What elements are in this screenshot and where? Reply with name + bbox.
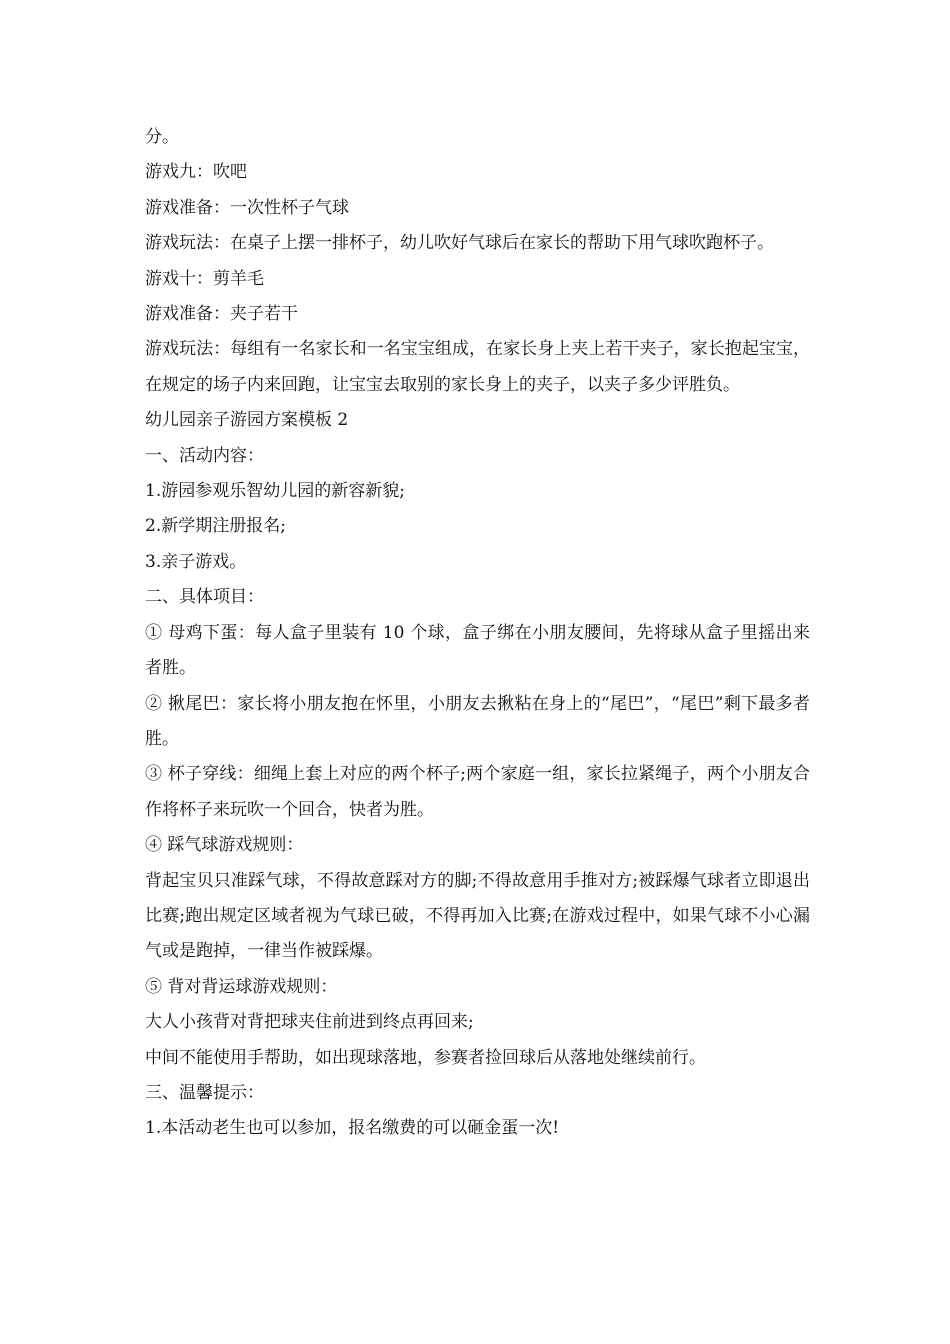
section-two-heading: 二、具体项目： bbox=[145, 587, 264, 608]
project-item-3: ③ 杯子穿线：细绳上套上对应的两个杯子;两个家庭一组，家长拉紧绳子，两个小朋友合作将杯子来玩吹一个回合，快者为胜。 bbox=[145, 764, 810, 820]
game-ten-rules: 游戏玩法：每组有一名家长和一名宝宝组成，在家长身上夹上若干夹子，家长抱起宝宝，在规定的场子内来回跑，让宝宝去取别的家长身上的夹子，以夹子多少评胜负。 bbox=[145, 339, 810, 395]
project-item-1: ① 母鸡下蛋：每人盒子里装有 10 个球，盒子绑在小朋友腰间，先将球从盒子里摇出来者胜。 bbox=[145, 622, 810, 679]
activity-item-2: 2.新学期注册报名; bbox=[145, 516, 286, 537]
game-nine-prep: 游戏准备：一次性杯子气球 bbox=[145, 197, 349, 218]
template-two-heading: 幼儿园亲子游园方案模板 2 bbox=[145, 410, 349, 431]
tip-item-1: 1.本活动老生也可以参加，报名缴费的可以砸金蛋一次! bbox=[145, 1118, 560, 1139]
game-nine-rules: 游戏玩法：在桌子上摆一排杯子，幼儿吹好气球后在家长的帮助下用气球吹跑杯子。 bbox=[145, 233, 774, 254]
project-item-4-rules: 背起宝贝只准踩气球，不得故意踩对方的脚;不得故意用手推对方;被踩爆气球者立即退出比赛;跑出规定区域者视为气球已破，不得再加入比赛;在游戏过程中，如果气球不小心漏气或是跑掉，一律当作被踩爆。 bbox=[145, 870, 810, 962]
project-item-5-title: ⑤ 背对背运球游戏规则： bbox=[145, 976, 338, 997]
activity-item-1: 1.游园参观乐智幼儿园的新容新貌; bbox=[145, 481, 405, 502]
document-body bbox=[145, 120, 810, 1147]
project-item-2: ② 揪尾巴：家长将小朋友抱在怀里，小朋友去揪粘在身上的“尾巴”，“尾巴”剩下最多者胜。 bbox=[145, 693, 810, 749]
section-one-heading: 一、活动内容： bbox=[145, 445, 264, 466]
paragraph-continuation: 分。 bbox=[145, 127, 179, 147]
section-three-heading: 三、温馨提示： bbox=[145, 1082, 264, 1103]
game-ten-prep: 游戏准备：夹子若干 bbox=[145, 304, 298, 325]
project-item-5-rule-2: 中间不能使用手帮助，如出现球落地，参赛者捡回球后从落地处继续前行。 bbox=[145, 1047, 706, 1068]
game-nine-title: 游戏九：吹吧 bbox=[145, 162, 247, 183]
project-item-5-rule-1: 大人小孩背对背把球夹住前进到终点再回来; bbox=[145, 1012, 474, 1033]
activity-item-3: 3.亲子游戏。 bbox=[145, 551, 247, 572]
game-ten-title: 游戏十：剪羊毛 bbox=[145, 268, 264, 289]
project-item-4-title: ④ 踩气球游戏规则： bbox=[145, 835, 304, 856]
